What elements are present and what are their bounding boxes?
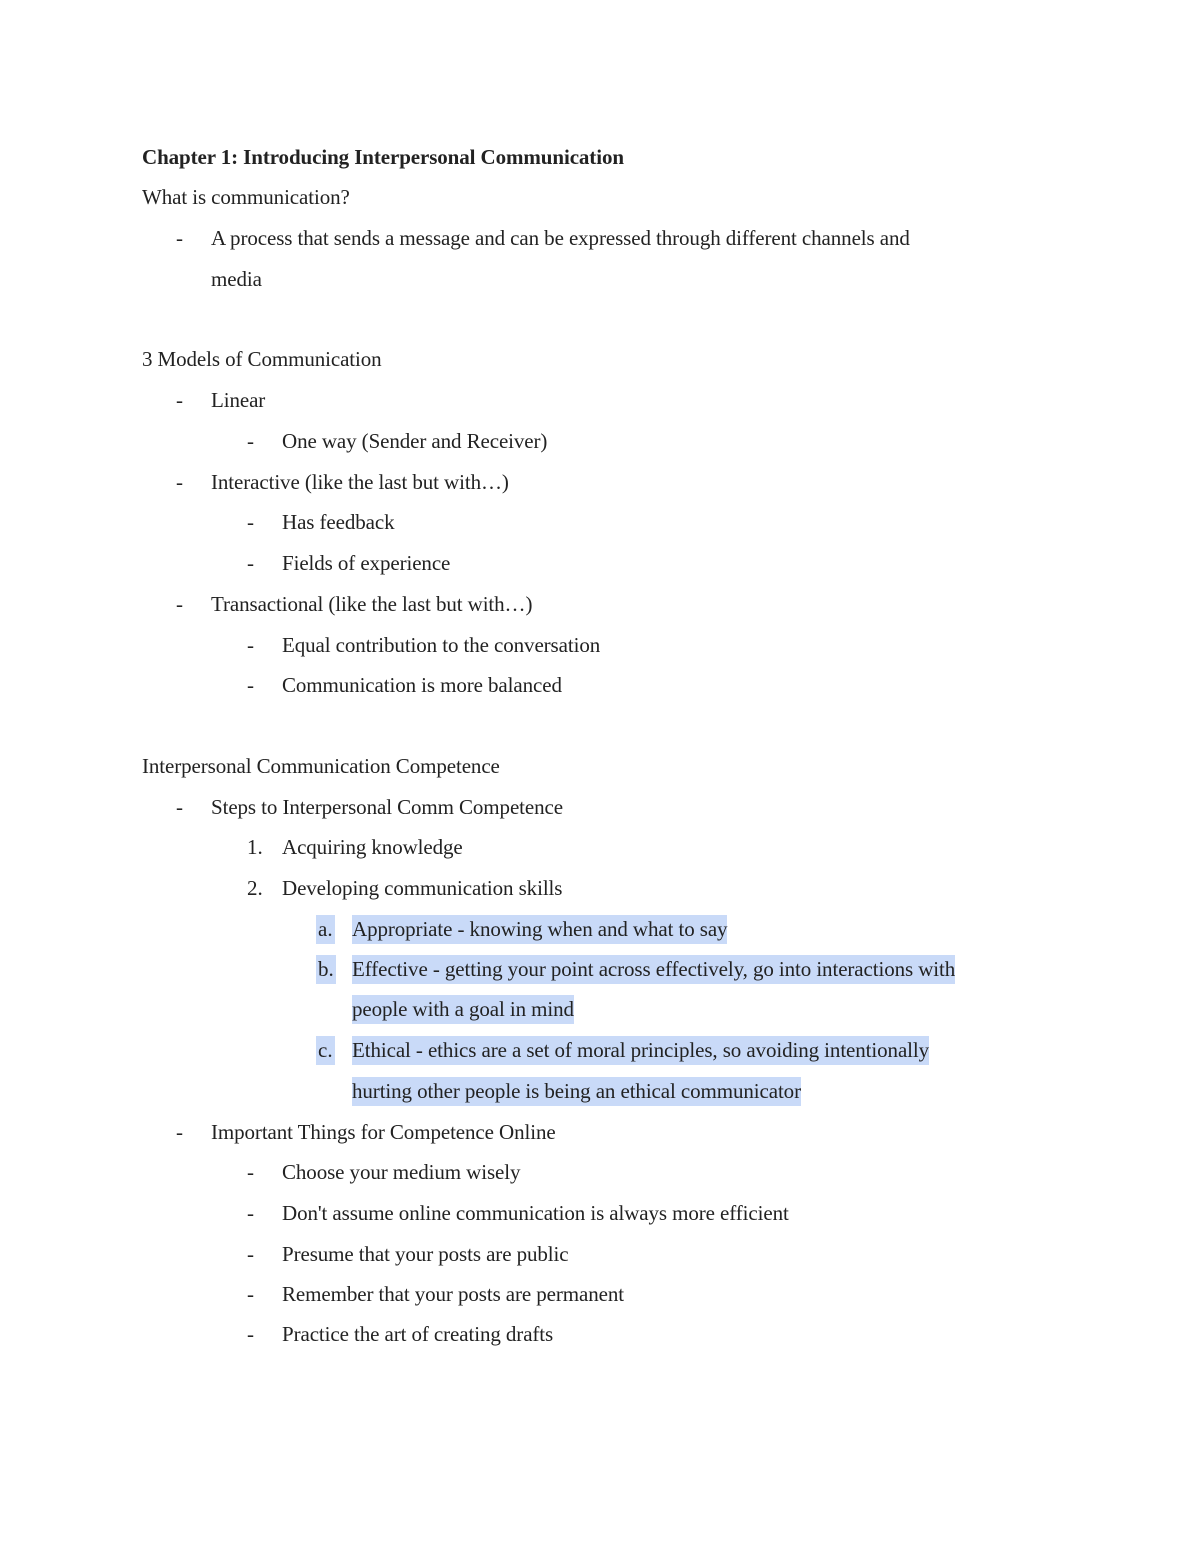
bullet-dash: - [247, 1282, 254, 1306]
letter-marker-c [316, 1037, 335, 1063]
models-heading: 3 Models of Communication [142, 347, 382, 371]
model-transactional: Transactional (like the last but with…) [211, 592, 533, 616]
model-linear: Linear [211, 388, 266, 412]
model-interactive: Interactive (like the last but with…) [211, 470, 509, 494]
skill-effective-line-1 [352, 956, 955, 982]
online-competence-item: Important Things for Competence Online [211, 1120, 556, 1144]
bullet-dash: - [247, 1160, 254, 1184]
bullet-dash: - [247, 551, 254, 575]
skill-appropriate [352, 916, 727, 942]
model-transactional-detail-1: Equal contribution to the conversation [282, 633, 601, 657]
letter-marker-b [316, 956, 336, 982]
online-tip-4: Remember that your posts are permanent [282, 1282, 625, 1306]
highlighted-marker: a. [316, 915, 335, 944]
bullet-dash: - [176, 795, 183, 819]
highlighted-text: Appropriate - knowing when and what to say [352, 915, 727, 944]
highlighted-text: Ethical - ethics are a set of moral principles, so avoiding intentionally [352, 1036, 929, 1065]
question-what-is-communication: What is communication? [142, 185, 350, 209]
highlighted-text: people with a goal in mind [352, 995, 574, 1024]
bullet-dash: - [247, 1201, 254, 1225]
bullet-dash: - [247, 510, 254, 534]
highlighted-text: hurting other people is being an ethical communicator [352, 1077, 801, 1106]
number-marker-2: 2. [247, 876, 263, 900]
number-marker-1: 1. [247, 835, 263, 859]
step-2: Developing communication skills [282, 876, 563, 900]
skill-ethical-line-2 [352, 1078, 801, 1104]
online-tip-3: Presume that your posts are public [282, 1242, 569, 1266]
bullet-dash: - [176, 226, 183, 250]
bullet-dash: - [247, 673, 254, 697]
competence-heading: Interpersonal Communication Competence [142, 754, 500, 778]
online-tip-1: Choose your medium wisely [282, 1160, 521, 1184]
bullet-dash: - [176, 592, 183, 616]
highlighted-marker: c. [316, 1036, 335, 1065]
steps-item: Steps to Interpersonal Comm Competence [211, 795, 563, 819]
step-1: Acquiring knowledge [282, 835, 463, 859]
highlighted-text: Effective - getting your point across effectively, go into interactions with [352, 955, 955, 984]
answer-line-2: media [211, 267, 262, 291]
online-tip-2: Don't assume online communication is always more efficient [282, 1201, 789, 1225]
skill-effective-line-2 [352, 996, 574, 1022]
document-title: Chapter 1: Introducing Interpersonal Communication [142, 145, 624, 169]
answer-line-1: A process that sends a message and can be expressed through different channels and [211, 226, 910, 250]
letter-marker-a [316, 916, 335, 942]
model-interactive-detail-2: Fields of experience [282, 551, 451, 575]
bullet-dash: - [247, 1242, 254, 1266]
model-linear-detail: One way (Sender and Receiver) [282, 429, 548, 453]
highlighted-marker: b. [316, 955, 336, 984]
bullet-dash: - [247, 633, 254, 657]
bullet-dash: - [247, 429, 254, 453]
online-tip-5: Practice the art of creating drafts [282, 1322, 554, 1346]
bullet-dash: - [176, 470, 183, 494]
model-transactional-detail-2: Communication is more balanced [282, 673, 562, 697]
bullet-dash: - [176, 388, 183, 412]
bullet-dash: - [247, 1322, 254, 1346]
model-interactive-detail-1: Has feedback [282, 510, 395, 534]
skill-ethical-line-1 [352, 1037, 929, 1063]
bullet-dash: - [176, 1120, 183, 1144]
